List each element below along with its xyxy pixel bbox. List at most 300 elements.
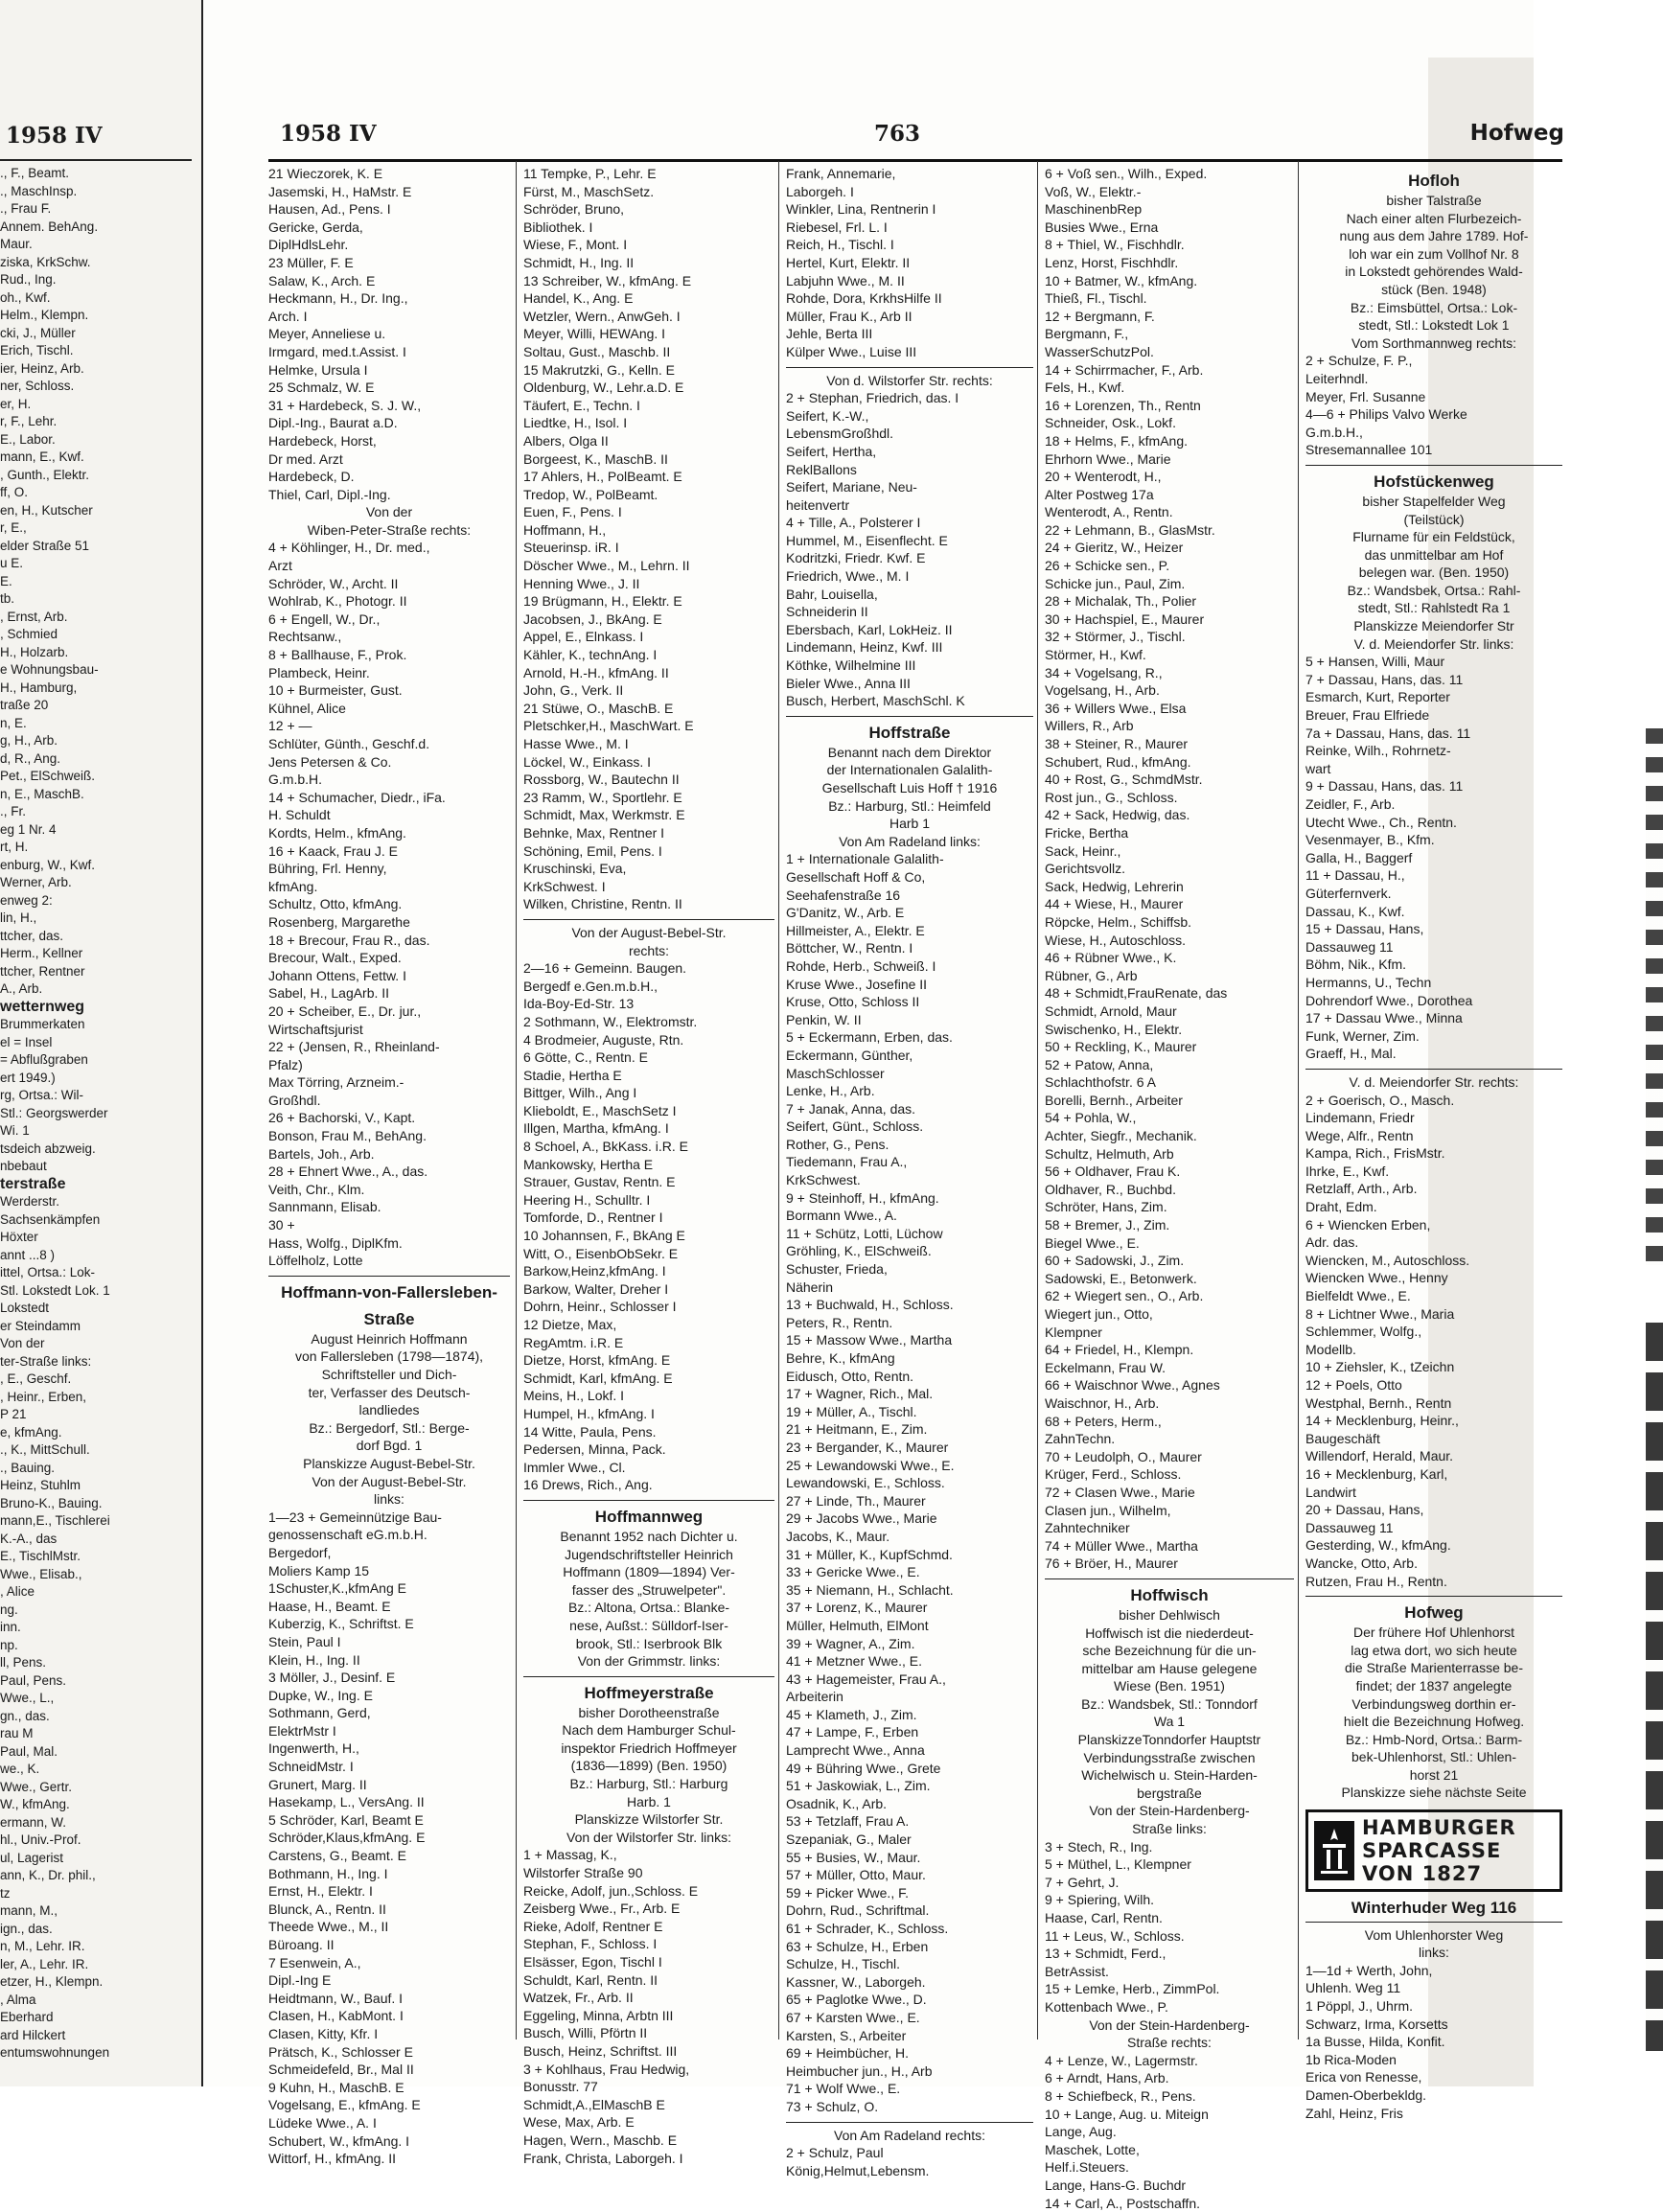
street-note: Hoffwisch ist die niederdeut-: [1045, 1624, 1294, 1643]
street-note: Planskizze Wilstorfer Str.: [523, 1810, 774, 1829]
directory-entry: Graeff, H., Mal.: [1305, 1045, 1562, 1063]
directory-entry: Busch, Willi, Pförtn II: [523, 2024, 774, 2042]
directory-entry: KrkSchwest.: [786, 1171, 1033, 1189]
directory-entry: 3 + Stech, R., Ing.: [1045, 1838, 1294, 1856]
street-note: Nach einer alten Flurbezeich-: [1305, 210, 1562, 228]
street-note: (Teilstück): [1305, 511, 1562, 529]
previous-page-line: rau M: [0, 1725, 196, 1743]
previous-page-line: n, E., MaschB.: [0, 786, 196, 804]
directory-entry: Schuster, Frieda,: [786, 1260, 1033, 1279]
directory-entry: 58 + Bremer, J., Zim.: [1045, 1216, 1294, 1234]
directory-entry: Immler Wwe., Cl.: [523, 1459, 774, 1477]
street-heading: Hoffmann-von-Fallersleben-: [268, 1282, 510, 1303]
street-note: Jugendschriftsteller Heinrich: [523, 1546, 774, 1564]
directory-entry: 71 + Wolf Wwe., E.: [786, 2080, 1033, 2098]
street-note: V. d. Meiendorfer Str. rechts:: [1305, 1073, 1562, 1092]
directory-entry: 16 + Mecklenburg, Karl,: [1305, 1465, 1562, 1484]
directory-entry: Liedtke, H., Isol. I: [523, 414, 774, 432]
directory-entry: 4 + Tille, A., Polsterer I: [786, 514, 1033, 532]
directory-entry: 56 + Oldhaver, Frau K.: [1045, 1163, 1294, 1181]
street-note: Bz.: Harburg, Stl.: Harburg: [523, 1775, 774, 1793]
street-note: Von der August-Bebel-Str.: [268, 1473, 510, 1491]
street-heading: Hofweg: [1305, 1602, 1562, 1624]
directory-entry: Busch, Herbert, MaschSchl. K: [786, 692, 1033, 710]
directory-entry: WasserSchutzPol.: [1045, 343, 1294, 361]
directory-entry: Schubert, W., kfmAng. I: [268, 2132, 510, 2151]
directory-entry: Adr. das.: [1305, 1233, 1562, 1252]
directory-entry: Arnold, H.-H., kfmAng. II: [523, 664, 774, 682]
directory-entry: Lewandowski, E., Schloss.: [786, 1474, 1033, 1492]
previous-page-line: Stl.: Georgswerder: [0, 1105, 196, 1123]
street-note: Bz.: Altona, Ortsa.: Blanke-: [523, 1599, 774, 1617]
directory-entry: Bahr, Louisella,: [786, 586, 1033, 604]
directory-entry: Gesterding, W., kfmAng.: [1305, 1536, 1562, 1555]
header-street: Hofweg: [1470, 121, 1564, 146]
directory-entry: 54 + Pohla, W.,: [1045, 1109, 1294, 1127]
directory-entry: genossenschaft eG.m.b.H.: [268, 1526, 510, 1544]
directory-entry: Döscher Wwe., M., Lehrn. II: [523, 557, 774, 575]
street-note: sche Bezeichnung für die un-: [1045, 1642, 1294, 1660]
directory-entry: Grunert, Marg. II: [268, 1776, 510, 1794]
directory-entry: 12 + —: [268, 717, 510, 735]
directory-entry: Oldhaver, R., Buchbd.: [1045, 1181, 1294, 1199]
directory-entry: Schlemmer, Wolfg.,: [1305, 1323, 1562, 1341]
directory-entry: 21 Wieczorek, K. E: [268, 165, 510, 183]
directory-entry: Dohrendorf Wwe., Dorothea: [1305, 992, 1562, 1010]
previous-page-line: Sachsenkämpfen: [0, 1211, 196, 1230]
street-note: bergstraße: [1045, 1785, 1294, 1803]
page-edge-marks: [1646, 728, 1663, 1265]
directory-entry: Baugeschäft: [1305, 1430, 1562, 1448]
directory-entry: SchneidMstr. I: [268, 1758, 510, 1776]
previous-page-line: eg 1 Nr. 4: [0, 821, 196, 840]
previous-page-line: Lokstedt: [0, 1300, 196, 1318]
directory-entry: 14 + Carl, A., Postschaffn.: [1045, 2195, 1294, 2212]
directory-entry: 7 + Gehrt, J.: [1045, 1874, 1294, 1892]
directory-entry: Wittorf, H., kfmAng. II: [268, 2150, 510, 2168]
directory-entry: 2 + Goerisch, O., Masch.: [1305, 1092, 1562, 1110]
directory-entry: Seifert, Hertha,: [786, 443, 1033, 461]
directory-entry: Böttcher, W., Rentn. I: [786, 939, 1033, 957]
street-heading: Hoffwisch: [1045, 1585, 1294, 1606]
directory-entry: 46 + Rübner Wwe., K.: [1045, 949, 1294, 967]
directory-entry: Watzek, Fr., Arb. II: [523, 1989, 774, 2007]
directory-entry: Dipl.-Ing., Baurat a.D.: [268, 414, 510, 432]
page-edge-marks: [1646, 1323, 1663, 2051]
directory-entry: Dipl.-Ing E: [268, 1971, 510, 1990]
street-note: Harb. 1: [523, 1793, 774, 1811]
directory-entry: MaschinenbRep: [1045, 200, 1294, 219]
directory-entry: Erica von Renesse,: [1305, 2068, 1562, 2086]
street-note: mittelbar am Hause gelegene: [1045, 1660, 1294, 1678]
directory-entry: Albers, Olga II: [523, 432, 774, 450]
directory-entry: Fricke, Bertha: [1045, 824, 1294, 842]
street-note: Bz.: Hmb-Nord, Ortsa.: Barm-: [1305, 1731, 1562, 1749]
directory-entry: 8 + Thiel, W., Fischhdlr.: [1045, 236, 1294, 254]
directory-entry: Maschek, Lotte,: [1045, 2141, 1294, 2159]
directory-entry: Störmer, H., Kwf.: [1045, 646, 1294, 664]
previous-page-line: , Alice: [0, 1583, 196, 1601]
directory-entry: Clasen, Kitty, Kfr. I: [268, 2025, 510, 2043]
previous-page-line: Wi. 1: [0, 1122, 196, 1141]
directory-entry: 10 + Lange, Aug. u. Miteign: [1045, 2106, 1294, 2124]
directory-entry: 5 + Hansen, Willi, Maur: [1305, 653, 1562, 671]
directory-entry: 17 + Wagner, Rich., Mal.: [786, 1385, 1033, 1403]
directory-entry: 10 + Ziehsler, K., tZeichn: [1305, 1358, 1562, 1376]
header-year: 1958 IV: [280, 121, 377, 147]
street-note: bisher Stapelfelder Weg: [1305, 493, 1562, 511]
directory-entry: Willendorf, Herald, Maur.: [1305, 1447, 1562, 1465]
directory-entry: 21 Stüwe, O., MaschB. E: [523, 700, 774, 718]
directory-entry: Rohde, Dora, KrkhsHilfe II: [786, 289, 1033, 308]
directory-entry: Schultz, Helmuth, Arb: [1045, 1145, 1294, 1164]
directory-entry: Labjuhn Wwe., M. II: [786, 272, 1033, 290]
directory-entry: Draht, Edm.: [1305, 1198, 1562, 1216]
directory-entry: Riebesel, Frl. L. I: [786, 219, 1033, 237]
directory-entry: Köthke, Wilhelmine III: [786, 657, 1033, 675]
directory-entry: Salaw, K., Arch. E: [268, 272, 510, 290]
directory-entry: Reich, H., Tischl. I: [786, 236, 1033, 254]
previous-page-line: er Steindamm: [0, 1318, 196, 1336]
directory-entry: 6 + Arndt, Hans, Arb.: [1045, 2069, 1294, 2087]
directory-entry: 57 + Müller, Otto, Maur.: [786, 1866, 1033, 1884]
directory-entry: Retzlaff, Arth., Arb.: [1305, 1180, 1562, 1198]
previous-page-line: Bruno-K., Bauing.: [0, 1495, 196, 1513]
street-note: Von Am Radeland links:: [786, 833, 1033, 851]
directory-entry: Meyer, Anneliese u.: [268, 325, 510, 343]
directory-entry: Damen-Oberbekldg.: [1305, 2086, 1562, 2105]
street-note: Harb 1: [786, 815, 1033, 833]
directory-entry: 4 + Lenze, W., Lagermstr.: [1045, 2052, 1294, 2070]
directory-entry: H. Schuldt: [268, 806, 510, 824]
directory-entry: Schlüter, Günth., Geschf.d.: [268, 735, 510, 753]
directory-entry: 27 + Linde, Th., Maurer: [786, 1492, 1033, 1510]
directory-entry: Jehle, Berta III: [786, 325, 1033, 343]
street-note: Von der Stein-Hardenberg-: [1045, 1802, 1294, 1820]
directory-entry: Sothmann, Gerd,: [268, 1704, 510, 1722]
directory-entry: Müller, Helmuth, ElMont: [786, 1617, 1033, 1635]
street-note: Bz.: Bergedorf, Stl.: Berge-: [268, 1419, 510, 1438]
directory-entry: Esmarch, Kurt, Reporter: [1305, 688, 1562, 706]
directory-entry: Schöning, Emil, Pens. I: [523, 842, 774, 861]
directory-entry: 44 + Wiese, H., Maurer: [1045, 895, 1294, 913]
directory-entry: Wilken, Christine, Rentn. II: [523, 895, 774, 913]
directory-entry: Dassauweg 11: [1305, 938, 1562, 956]
street-note: nung aus dem Jahre 1789. Hof-: [1305, 227, 1562, 245]
bank-advertisement: [1305, 1809, 1562, 1892]
previous-page-line: Von der: [0, 1335, 196, 1353]
directory-entry: Tiedemann, Frau A.,: [786, 1153, 1033, 1171]
directory-entry: Hasekamp, L., VersAng. II: [268, 1793, 510, 1811]
directory-entry: 2 + Schulz, Paul: [786, 2144, 1033, 2162]
street-note: Straße rechts:: [1045, 2034, 1294, 2052]
directory-entry: Eggeling, Minna, Arbtn III: [523, 2007, 774, 2025]
directory-entry: Blunck, A., Rentn. II: [268, 1901, 510, 1919]
page-header: [280, 121, 1564, 155]
directory-entry: Handel, K., Ang. E: [523, 289, 774, 308]
directory-entry: 37 + Lorenz, K., Maurer: [786, 1599, 1033, 1617]
directory-entry: Stadie, Hertha E: [523, 1067, 774, 1085]
directory-entry: 14 + Mecklenburg, Heinr.,: [1305, 1412, 1562, 1430]
previous-page-line: gn., das.: [0, 1708, 196, 1726]
directory-entry: 63 + Schulze, H., Erben: [786, 1938, 1033, 1956]
directory-entry: Zahntechniker: [1045, 1519, 1294, 1537]
directory-entry: Wiese, F., Mont. I: [523, 236, 774, 254]
directory-entry: G'Danitz, W., Arb. E: [786, 904, 1033, 922]
previous-page-line: ., MaschInsp.: [0, 183, 196, 201]
directory-entry: Rohde, Herb., Schweiß. I: [786, 957, 1033, 976]
column-3: [786, 165, 1033, 2043]
directory-entry: 2—16 + Gemeinn. Baugen.: [523, 959, 774, 978]
directory-entry: Barkow, Walter, Dreher I: [523, 1280, 774, 1299]
directory-entry: 5 Schröder, Karl, Beamt E: [268, 1811, 510, 1830]
directory-entry: Bielfeldt Wwe., E.: [1305, 1287, 1562, 1305]
directory-entry: 4 Brodmeier, Auguste, Rtn.: [523, 1031, 774, 1049]
directory-entry: 1—1d + Werth, John,: [1305, 1962, 1562, 1980]
previous-page-line: lin, H.,: [0, 910, 196, 928]
directory-entry: Schneiderin II: [786, 603, 1033, 621]
directory-entry: Dassauweg 11: [1305, 1519, 1562, 1537]
street-note: von Fallersleben (1798—1874),: [268, 1348, 510, 1366]
street-note: dorf Bgd. 1: [268, 1437, 510, 1455]
column-5: [1305, 165, 1562, 2043]
directory-entry: Rosenberg, Margarethe: [268, 913, 510, 932]
previous-page-line: ign., das.: [0, 1921, 196, 1939]
directory-entry: 8 + Ballhause, F., Prok.: [268, 646, 510, 664]
directory-entry: 23 Müller, F. E: [268, 254, 510, 272]
directory-entry: Hertel, Kurt, Elektr. II: [786, 254, 1033, 272]
directory-entry: Frank, Christa, Laborgeh. I: [523, 2150, 774, 2168]
directory-entry: 26 + Bachorski, V., Kapt.: [268, 1109, 510, 1127]
directory-entry: Klein, H., Ing. II: [268, 1651, 510, 1670]
directory-entry: Kassner, W., Laborgeh.: [786, 1973, 1033, 1992]
street-note: der Internationalen Galalith-: [786, 761, 1033, 779]
directory-entry: 61 + Schrader, K., Schloss.: [786, 1920, 1033, 1938]
directory-entry: Steuerinsp. iR. I: [523, 539, 774, 557]
directory-entry: Szepaniak, G., Maler: [786, 1831, 1033, 1849]
directory-entry: 5 + Eckermann, Erben, das.: [786, 1028, 1033, 1047]
previous-page-line: ., Bauing.: [0, 1460, 196, 1478]
directory-entry: Tomforde, D., Rentner I: [523, 1209, 774, 1227]
directory-entry: Löckel, W., Einkass. I: [523, 753, 774, 772]
section-rule: [523, 1500, 774, 1501]
directory-entry: Sadowski, E., Betonwerk.: [1045, 1270, 1294, 1288]
street-note: Planskizze August-Bebel-Str.: [268, 1455, 510, 1473]
directory-entry: Prätsch, K., Schlosser E: [268, 2043, 510, 2062]
street-note: Wichelwisch u. Stein-Harden-: [1045, 1766, 1294, 1785]
directory-entry: 60 + Sadowski, J., Zim.: [1045, 1252, 1294, 1270]
directory-entry: 20 + Scheiber, E., Dr. jur.,: [268, 1002, 510, 1021]
directory-entry: Ebersbach, Karl, LokHeiz. II: [786, 621, 1033, 639]
directory-entry: Schicke jun., Paul, Zim.: [1045, 575, 1294, 593]
directory-entry: 3 Möller, J., Desinf. E: [268, 1669, 510, 1687]
section-rule: [786, 2122, 1033, 2123]
street-note: Benannt nach dem Direktor: [786, 744, 1033, 762]
directory-entry: 23 + Bergander, K., Maurer: [786, 1439, 1033, 1457]
directory-entry: 6 Götte, C., Rentn. E: [523, 1048, 774, 1067]
directory-entry: 9 + Dassau, Hans, das. 11: [1305, 777, 1562, 795]
directory-entry: 1Schuster,K.,kfmAng E: [268, 1579, 510, 1598]
directory-entry: Oldenburg, W., Lehr.a.D. E: [523, 379, 774, 397]
previous-page-line: ittel, Ortsa.: Lok-: [0, 1264, 196, 1282]
previous-page-line: en, H., Kutscher: [0, 502, 196, 520]
directory-entry: Schmidt, Arnold, Maur: [1045, 1002, 1294, 1021]
directory-entry: 9 + Steinhoff, H., kfmAng.: [786, 1189, 1033, 1208]
street-note: Wa 1: [1045, 1713, 1294, 1731]
directory-entry: 15 Makrutzki, G., Kelln. E: [523, 361, 774, 380]
directory-entry: Lenz, Horst, Fischhdlr.: [1045, 254, 1294, 272]
directory-entry: Ihrke, E., Kwf.: [1305, 1163, 1562, 1181]
directory-entry: Leiterhndl.: [1305, 370, 1562, 388]
street-note: Flurname für ein Feldstück,: [1305, 528, 1562, 546]
directory-entry: 8 + Schiefbeck, R., Pens.: [1045, 2087, 1294, 2106]
directory-entry: Kordts, Helm., kfmAng.: [268, 824, 510, 842]
previous-page-line: elder Straße 51: [0, 538, 196, 556]
directory-entry: Ehrhorn Wwe., Marie: [1045, 450, 1294, 469]
directory-entry: Bonusstr. 77: [523, 2078, 774, 2096]
directory-entry: Kottenbach Wwe., P.: [1045, 1998, 1294, 2016]
directory-entry: Eckermann, Günther,: [786, 1047, 1033, 1065]
directory-entry: 72 + Clasen Wwe., Marie: [1045, 1484, 1294, 1502]
directory-entry: Soltau, Gust., Maschb. II: [523, 343, 774, 361]
directory-entry: Brecour, Walt., Exped.: [268, 949, 510, 967]
directory-entry: Seifert, Mariane, Neu-: [786, 478, 1033, 496]
directory-entry: Frank, Annemarie,: [786, 165, 1033, 183]
directory-entry: Appel, E., Elnkass. I: [523, 628, 774, 646]
directory-entry: Gesellschaft Hoff & Co,: [786, 868, 1033, 887]
directory-entry: 7 + Janak, Anna, das.: [786, 1100, 1033, 1118]
directory-entry: Veith, Chr., Klm.: [268, 1181, 510, 1199]
previous-page-line: ttcher, Rentner: [0, 963, 196, 981]
previous-page-line: ann, K., Dr. phil.,: [0, 1867, 196, 1885]
directory-entry: Gericke, Gerda,: [268, 219, 510, 237]
directory-entry: Theede Wwe., M., II: [268, 1918, 510, 1936]
previous-page-line: ler, A., Lehr. IR.: [0, 1956, 196, 1974]
directory-entry: Eidusch, Otto, Rentn.: [786, 1368, 1033, 1386]
directory-entry: 4—6 + Philips Valvo Werke: [1305, 405, 1562, 424]
directory-entry: Rechtsanw.,: [268, 628, 510, 646]
street-note: links:: [268, 1490, 510, 1509]
previous-page-line: Helm., Klempn.: [0, 307, 196, 325]
street-note: PlanskizzeTonndorfer Hauptstr: [1045, 1731, 1294, 1749]
column-divider: [1037, 161, 1038, 2039]
previous-page-line: mann,E., Tischlerei: [0, 1512, 196, 1531]
street-note: Vom Sorthmannweg rechts:: [1305, 334, 1562, 353]
directory-entry: Sack, Heinr.,: [1045, 842, 1294, 861]
directory-entry: Hardebeck, Horst,: [268, 432, 510, 450]
directory-entry: 51 + Jaskowiak, L., Zim.: [786, 1777, 1033, 1795]
directory-entry: 66 + Waischnor Wwe., Agnes: [1045, 1376, 1294, 1394]
previous-page-line: n, M., Lehr. IR.: [0, 1938, 196, 1956]
directory-entry: Seifert, Günt., Schloss.: [786, 1118, 1033, 1136]
directory-entry: Schröder, Bruno,: [523, 200, 774, 219]
directory-entry: 4 + Köhlinger, H., Dr. med.,: [268, 539, 510, 557]
directory-entry: Kuberzig, K., Schriftst. E: [268, 1615, 510, 1633]
directory-entry: 29 + Jacobs Wwe., Marie: [786, 1509, 1033, 1528]
directory-entry: 14 + Schirrmacher, F., Arb.: [1045, 361, 1294, 380]
previous-page-line: Rud., Ing.: [0, 271, 196, 289]
directory-entry: Lüdeke Wwe., A. I: [268, 2114, 510, 2132]
directory-entry: Hasse Wwe., M. I: [523, 735, 774, 753]
street-note: Gesellschaft Luis Hoff † 1916: [786, 779, 1033, 797]
directory-entry: Hardebeck, D.: [268, 468, 510, 486]
directory-entry: Wenterodt, A., Rentn.: [1045, 503, 1294, 521]
directory-entry: Lindemann, Heinz, Kwf. III: [786, 638, 1033, 657]
previous-page-line: ., F., Beamt.: [0, 165, 196, 183]
directory-entry: Zeisberg Wwe., Fr., Arb. E: [523, 1900, 774, 1918]
directory-entry: Heimbucher jun., H., Arb: [786, 2062, 1033, 2081]
directory-entry: 20 + Dassau, Hans,: [1305, 1501, 1562, 1519]
directory-entry: 1—23 + Gemeinnützige Bau-: [268, 1509, 510, 1527]
directory-entry: 45 + Klameth, J., Zim.: [786, 1706, 1033, 1724]
directory-entry: Modellb.: [1305, 1341, 1562, 1359]
previous-page-line: , Gunth., Elektr.: [0, 467, 196, 485]
directory-entry: Clasen, H., KabMont. I: [268, 2007, 510, 2025]
directory-entry: Hummel, M., Eisenflecht. E: [786, 532, 1033, 550]
previous-page-line: rt, H.: [0, 839, 196, 857]
directory-entry: Funk, Werner, Zim.: [1305, 1027, 1562, 1046]
directory-entry: Pedersen, Minna, Pack.: [523, 1440, 774, 1459]
directory-entry: Schlachthofstr. 6 A: [1045, 1073, 1294, 1092]
directory-entry: BetrAssist.: [1045, 1963, 1294, 1981]
street-note: landliedes: [268, 1401, 510, 1419]
previous-page-line: Wwe., Gertr.: [0, 1779, 196, 1797]
directory-entry: Witt, O., EisenbObSekr. E: [523, 1245, 774, 1263]
street-note: Bz.: Harburg, Stl.: Heimfeld: [786, 797, 1033, 816]
directory-entry: 30 +: [268, 1216, 510, 1234]
column-divider: [778, 161, 779, 2039]
directory-entry: Schmidt,A.,ElMaschB E: [523, 2096, 774, 2114]
previous-page-line: Wwe., L.,: [0, 1690, 196, 1708]
previous-page-line: ziska, KrkSchw.: [0, 254, 196, 272]
directory-entry: G.m.b.H.,: [1305, 424, 1562, 442]
directory-entry: 11 Tempke, P., Lehr. E: [523, 165, 774, 183]
directory-entry: 53 + Tetzlaff, Frau A.: [786, 1812, 1033, 1831]
directory-entry: Hagen, Wern., Maschb. E: [523, 2131, 774, 2150]
directory-entry: Büroang. II: [268, 1936, 510, 1954]
directory-entry: Seifert, K.-W.,: [786, 407, 1033, 426]
directory-entry: 6 + Voß sen., Wilh., Exped.: [1045, 165, 1294, 183]
street-note: bisher Dorotheenstraße: [523, 1704, 774, 1722]
previous-page-line: we., K.: [0, 1761, 196, 1779]
previous-page-line: Maur.: [0, 236, 196, 254]
directory-entry: Wiencken, M., Autoschloss.: [1305, 1252, 1562, 1270]
directory-entry: Vogelsang, H., Arb.: [1045, 681, 1294, 700]
previous-page-line: ., Frau F.: [0, 200, 196, 219]
directory-entry: ElektrMstr I: [268, 1722, 510, 1740]
directory-entry: 14 Witte, Paula, Pens.: [523, 1423, 774, 1441]
directory-entry: Haase, H., Beamt. E: [268, 1598, 510, 1616]
directory-entry: 14 + Schumacher, Diedr., iFa.: [268, 789, 510, 807]
street-note: in Lokstedt gehörendes Wald-: [1305, 263, 1562, 281]
directory-entry: Wege, Alfr., Rentn: [1305, 1127, 1562, 1145]
directory-entry: 67 + Karsten Wwe., E.: [786, 2009, 1033, 2027]
directory-entry: 15 + Dassau, Hans,: [1305, 920, 1562, 938]
directory-entry: Kruse Wwe., Josefine II: [786, 976, 1033, 994]
previous-page-line: = Abflußgraben: [0, 1051, 196, 1070]
previous-page-line: np.: [0, 1637, 196, 1655]
directory-entry: Jens Petersen & Co.: [268, 753, 510, 772]
directory-entry: 10 + Burmeister, Gust.: [268, 681, 510, 700]
directory-entry: Busies Wwe., Erna: [1045, 219, 1294, 237]
directory-entry: Dupke, W., Ing. E: [268, 1687, 510, 1705]
street-note: stück (Ben. 1948): [1305, 281, 1562, 299]
directory-entry: 9 Kuhn, H., MaschB. E: [268, 2079, 510, 2097]
directory-entry: Külper Wwe., Luise III: [786, 343, 1033, 361]
directory-entry: Schuldt, Karl, Rentn. II: [523, 1971, 774, 1990]
directory-entry: 30 + Hachspiel, E., Maurer: [1045, 611, 1294, 629]
directory-entry: Vesenmayer, B., Kfm.: [1305, 831, 1562, 849]
